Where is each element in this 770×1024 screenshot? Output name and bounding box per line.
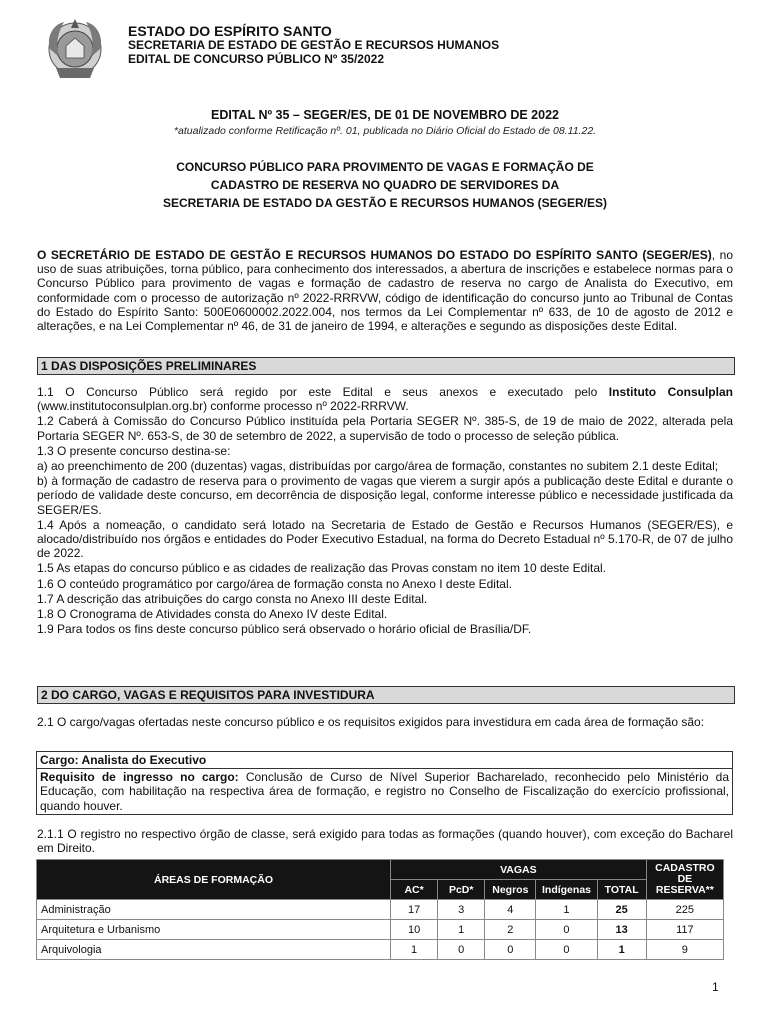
item-1-3-b: b) à formação de cadastro de reserva para o provimento de vagas que vierem a surgir após a publicação deste Edital e durante o período de validade deste concurso, em decorrência de disposição legal, conforme interesse público e necessidade justificada da SEGER/ES. (37, 474, 733, 517)
header-secretariat: SECRETARIA DE ESTADO DE GESTÃO E RECURSOS HUMANOS (128, 38, 500, 52)
cell-cadastro: 9 (646, 940, 723, 960)
item-1-2: 1.2 Caberá à Comissão do Concurso Público instituída pela Portaria SEGER Nº. 385-S, de 19 de maio de 2022, alterada pela Portaria SEGER Nº. 653-S, de 30 de setembro de 2022, a supervisão de todo o processo de seleção pública. (37, 414, 733, 443)
cell-indigenas: 0 (536, 920, 597, 940)
concurso-title-line: CADASTRO DE RESERVA NO QUADRO DE SERVIDORES DA (210, 178, 560, 192)
cell-pcd: 3 (438, 900, 485, 920)
cell-indigenas: 0 (536, 940, 597, 960)
coat-of-arms-icon (44, 16, 106, 82)
cell-negros: 0 (485, 940, 536, 960)
section-1-body (37, 385, 733, 636)
header-state: ESTADO DO ESPÍRITO SANTO (128, 23, 332, 39)
edital-title: EDITAL Nº 35 – SEGER/ES, DE 01 DE NOVEMBRO DE 2022 (211, 108, 559, 122)
section-1-heading: 1 DAS DISPOSIÇÕES PRELIMINARES (37, 357, 735, 375)
page-number: 1 (712, 980, 719, 994)
cell-total: 13 (597, 920, 646, 940)
table-row (37, 920, 724, 940)
item-2-1: 2.1 O cargo/vagas ofertadas neste concurso público e os requisitos exigidos para investidura em cada área de formação são: (37, 715, 705, 729)
update-note: *atualizado conforme Retificação nº. 01, publicada no Diário Oficial do Estado de 08.11.22. (173, 125, 597, 137)
table-row (37, 940, 724, 960)
cargo-requirement (37, 768, 732, 814)
col-cadastro (646, 860, 723, 900)
item-1-1 (37, 385, 733, 413)
cell-ac: 1 (391, 940, 438, 960)
intro-bold: O SECRETÁRIO DE ESTADO DE GESTÃO E RECURSOS HUMANOS DO ESTADO DO ESPÍRITO SANTO (SEGER/ES) (37, 248, 712, 262)
concurso-title-line: CONCURSO PÚBLICO PARA PROVIMENTO DE VAGAS E FORMAÇÃO DE (176, 160, 594, 174)
item-1-6: 1.6 O conteúdo programático por cargo/área de formação consta no Anexo I deste Edital. (37, 576, 512, 591)
cell-area: Administração (37, 900, 391, 920)
col-areas: ÁREAS DE FORMAÇÃO (37, 860, 391, 900)
col-cadastro-line: CADASTRO (655, 862, 715, 874)
intro-text: , no uso de suas atribuições, torna público, para conhecimento dos interessados, a abertura de inscrições e estabelece normas para o Concurso Público para provimento de vagas e formação de cadastro de reserva no cargo de Analista do Executivo, em conformidade com o processo de autorização nº 2022-RRRVW, código de identificação do concurso junto ao Tribunal de Contas do Estado do Espírito Santo: 500E0600002.2022.004, nos termos da Lei Complementar nº 633, de 10 de agosto de 2012 e alterações, e na Lei Complementar nº 46, de 31 de janeiro de 1994, e alterações e segundo as disposições deste Edital. (37, 248, 734, 334)
cell-ac: 10 (391, 920, 438, 940)
cell-total: 25 (597, 900, 646, 920)
col-vagas: VAGAS (391, 860, 647, 880)
item-1-1-text: 1.1 O Concurso Público será regido por este Edital e seus anexos e executado pelo (37, 385, 609, 399)
vacancies-table (36, 859, 724, 960)
concurso-title-line: SECRETARIA DE ESTADO DA GESTÃO E RECURSOS HUMANOS (SEGER/ES) (162, 196, 608, 210)
cell-ac: 17 (391, 900, 438, 920)
cell-pcd: 1 (438, 920, 485, 940)
cell-indigenas: 1 (536, 900, 597, 920)
table-row (37, 900, 724, 920)
cell-cadastro: 225 (646, 900, 723, 920)
col-cadastro-line: DE (677, 873, 693, 885)
cargo-box (36, 751, 733, 815)
item-1-1-bold: Instituto Consulplan (608, 385, 733, 399)
col-total: TOTAL (597, 880, 646, 900)
cell-area: Arquivologia (37, 940, 391, 960)
requirement-label: Requisito de ingresso no cargo: (40, 770, 239, 785)
cell-area: Arquitetura e Urbanismo (37, 920, 391, 940)
header-edital: EDITAL DE CONCURSO PÚBLICO Nº 35/2022 (128, 52, 384, 66)
item-1-3: 1.3 O presente concurso destina-se: (37, 443, 231, 458)
document-header (128, 24, 499, 66)
cell-pcd: 0 (438, 940, 485, 960)
item-1-5: 1.5 As etapas do concurso público e as cidades de realização das Provas constam no item 10 deste Edital. (37, 561, 607, 576)
section-2-heading: 2 DO CARGO, VAGAS E REQUISITOS PARA INVESTIDURA (37, 686, 735, 704)
col-cadastro-line: RESERVA** (655, 884, 714, 896)
item-1-1-text-end: (www.institutoconsulplan.org.br) conforme processo nº 2022-RRRVW. (37, 399, 409, 414)
item-1-4: 1.4 Após a nomeação, o candidato será lotado na Secretaria de Estado de Gestão e Recursos Humanos (SEGER/ES), e alocado/distribuído nos órgãos e entidades do Poder Executivo Estadual, na forma do Decreto Estadual nº 5.170-R, de 07 de julho de 2022. (37, 517, 733, 561)
item-1-9: 1.9 Para todos os fins deste concurso público será observado o horário oficial de Brasília/DF. (37, 622, 532, 637)
concurso-title (37, 158, 733, 212)
col-negros: Negros (485, 880, 536, 900)
item-1-8: 1.8 O Cronograma de Atividades consta do Anexo IV deste Edital. (37, 607, 388, 622)
intro-paragraph (37, 248, 733, 333)
cargo-name: Cargo: Analista do Executivo (40, 753, 207, 767)
item-2-1-1: 2.1.1 O registro no respectivo órgão de classe, será exigido para todas as formações (quando houver), com exceção do Bacharel em Direito. (37, 827, 733, 856)
cell-total: 1 (597, 940, 646, 960)
cell-negros: 4 (485, 900, 536, 920)
item-1-7: 1.7 A descrição das atribuições do cargo consta no Anexo III deste Edital. (37, 591, 428, 606)
col-indigenas: Indígenas (536, 880, 597, 900)
cell-cadastro: 117 (646, 920, 723, 940)
item-1-3-a: a) ao preenchimento de 200 (duzentas) vagas, distribuídas por cargo/área de formação, constantes no subitem 2.1 deste Edital; (37, 459, 719, 474)
col-ac: AC* (391, 880, 438, 900)
cell-negros: 2 (485, 920, 536, 940)
requirement-text: Conclusão de Curso de Nível Superior Bacharelado, reconhecido pelo Ministério da Educação, com habilitação na respectiva área de formação, e registro no Conselho de Fiscalização do exercício profissional, quando houver. (40, 770, 730, 813)
col-pcd: PcD* (438, 880, 485, 900)
